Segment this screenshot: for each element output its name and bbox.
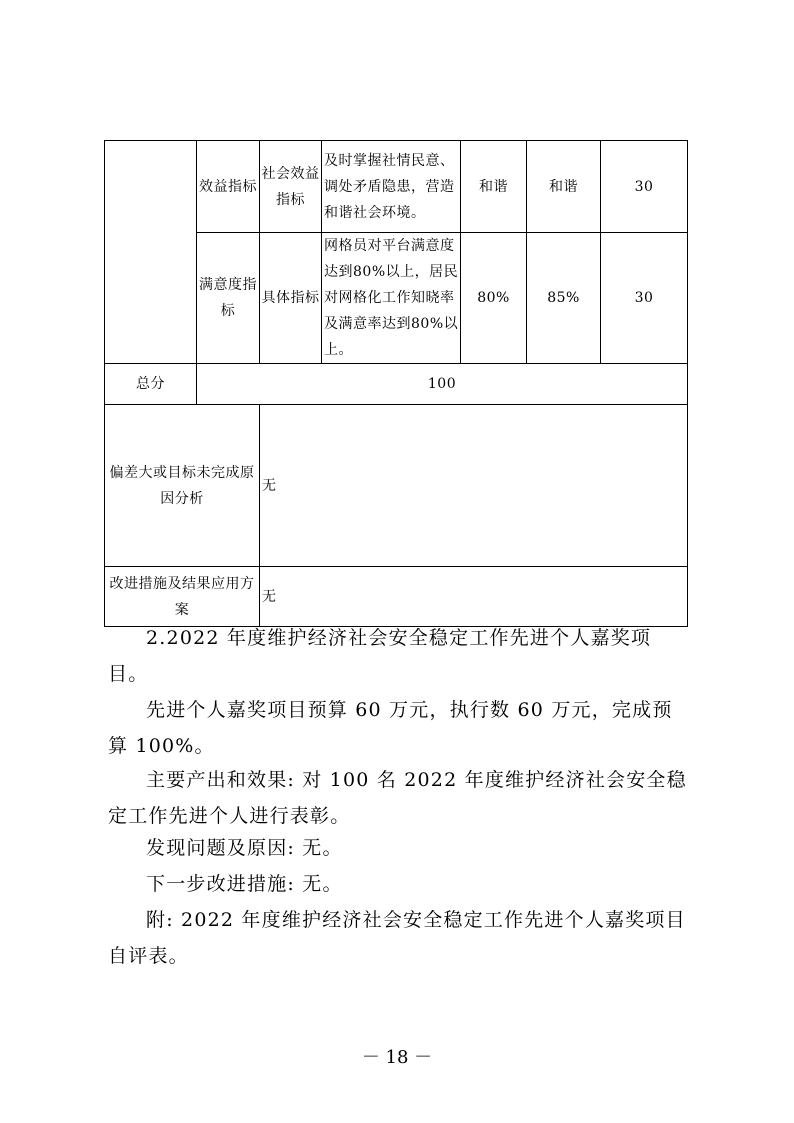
deviation-row [105, 405, 688, 567]
paragraph-issues: 发现问题及原因: 无。 [146, 837, 343, 859]
subcategory-cell: 社会效益指标 [260, 141, 322, 233]
improvement-row [105, 567, 688, 627]
improvement-value: 无 [260, 567, 688, 627]
paragraph-next-steps: 下一步改进措施: 无。 [146, 873, 343, 895]
performance-table [104, 140, 688, 627]
score-cell: 30 [601, 141, 688, 233]
actual-cell: 和谐 [527, 141, 601, 233]
deviation-label: 偏差大或目标未完成原因分析 [105, 405, 260, 567]
total-label: 总分 [105, 364, 197, 405]
target-cell: 和谐 [461, 141, 527, 233]
actual-cell: 85% [527, 233, 601, 364]
total-row [105, 364, 688, 405]
page-number: － 18 － [361, 1047, 433, 1068]
total-value: 100 [197, 364, 688, 405]
paragraph-attachment: 附: 2022 年度维护经济社会安全稳定工作先进个人嘉奖项目自评表。 [108, 909, 686, 967]
deviation-value: 无 [260, 405, 688, 567]
table-row [105, 141, 688, 233]
description-cell: 网格员对平台满意度达到80%以上，居民对网格化工作知晓率及满意率达到80%以上。 [322, 233, 461, 364]
paragraph-output: 主要产出和效果: 对 100 名 2022 年度维护经济社会安全稳定工作先进个人进行表彰。 [108, 769, 687, 827]
target-cell: 80% [461, 233, 527, 364]
improvement-label: 改进措施及结果应用方案 [105, 567, 260, 627]
paragraph-project-title: 2.2022 年度维护经济社会安全稳定工作先进个人嘉奖项目。 [108, 627, 652, 685]
description-cell: 及时掌握社情民意、调处矛盾隐患，营造和谐社会环境。 [322, 141, 461, 233]
subcategory-cell: 具体指标 [260, 233, 322, 364]
paragraph-budget: 先进个人嘉奖项目预算 60 万元，执行数 60 万元，完成预算 100%。 [108, 699, 673, 757]
category-cell: 满意度指标 [197, 233, 260, 364]
merged-cell [105, 141, 197, 364]
score-cell: 30 [601, 233, 688, 364]
category-cell: 效益指标 [197, 141, 260, 233]
